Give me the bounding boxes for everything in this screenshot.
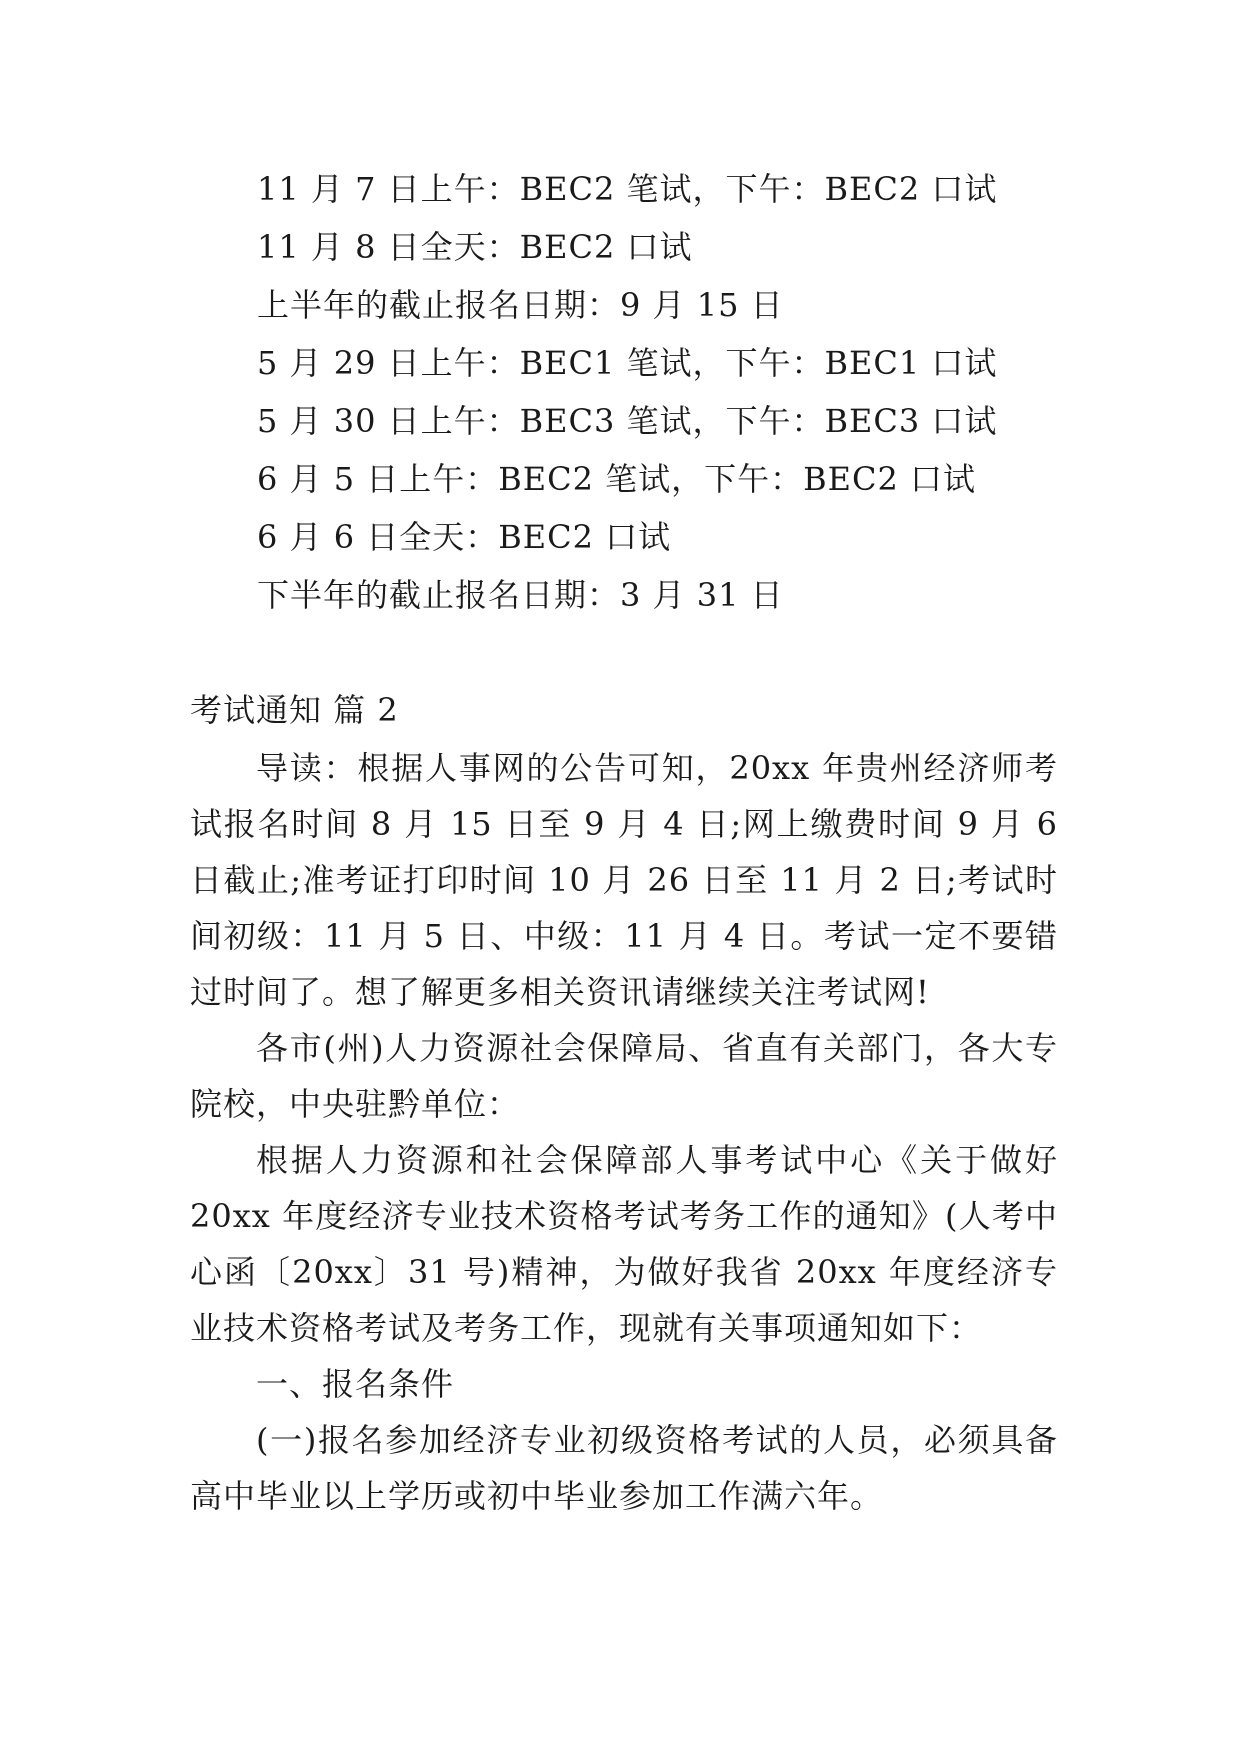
condition-paragraph: (一)报名参加经济专业初级资格考试的人员，必须具备高中毕业以上学历或初中毕业参加工作满六年。 xyxy=(190,1421,1058,1515)
schedule-line: 5 月 30 日上午：BEC3 笔试，下午：BEC3 口试 xyxy=(257,402,998,440)
section-title: 考试通知 篇 2 xyxy=(190,691,399,729)
basis-paragraph: 根据人力资源和社会保障部人事考试中心《关于做好 20xx 年度经济专业技术资格考试考务工作的通知》(人考中心函〔20xx〕31 号)精神，为做好我省 20xx 年度经济专业技术资格考试及考务工作，现就有关事项通知如下： xyxy=(190,1141,1058,1347)
notice-body xyxy=(190,740,1058,1524)
schedule-line: 上半年的截止报名日期：9 月 15 日 xyxy=(257,286,784,324)
intro-paragraph: 导读：根据人事网的公告可知，20xx 年贵州经济师考试报名时间 8 月 15 日至 9 月 4 日;网上缴费时间 9 月 6 日截止;准考证打印时间 10 月 26 日至 11 月 2 日;考试时间初级：11 月 5 日、中级：11 月 4 日。考试一定不要错过时间了。想了解更多相关资讯请继续关注考试网! xyxy=(190,749,1058,1011)
heading-registration-conditions: 一、报名条件 xyxy=(256,1365,455,1403)
schedule-line: 6 月 6 日全天：BEC2 口试 xyxy=(257,518,672,556)
schedule-line: 11 月 8 日全天：BEC2 口试 xyxy=(257,228,693,266)
schedule-line: 5 月 29 日上午：BEC1 笔试，下午：BEC1 口试 xyxy=(257,344,998,382)
addressee-paragraph: 各市(州)人力资源社会保障局、省直有关部门，各大专院校，中央驻黔单位： xyxy=(190,1029,1058,1123)
exam-schedule-list xyxy=(257,160,1157,624)
schedule-line: 6 月 5 日上午：BEC2 笔试，下午：BEC2 口试 xyxy=(257,460,977,498)
schedule-line: 11 月 7 日上午：BEC2 笔试，下午：BEC2 口试 xyxy=(257,170,998,208)
schedule-line: 下半年的截止报名日期：3 月 31 日 xyxy=(257,576,784,614)
